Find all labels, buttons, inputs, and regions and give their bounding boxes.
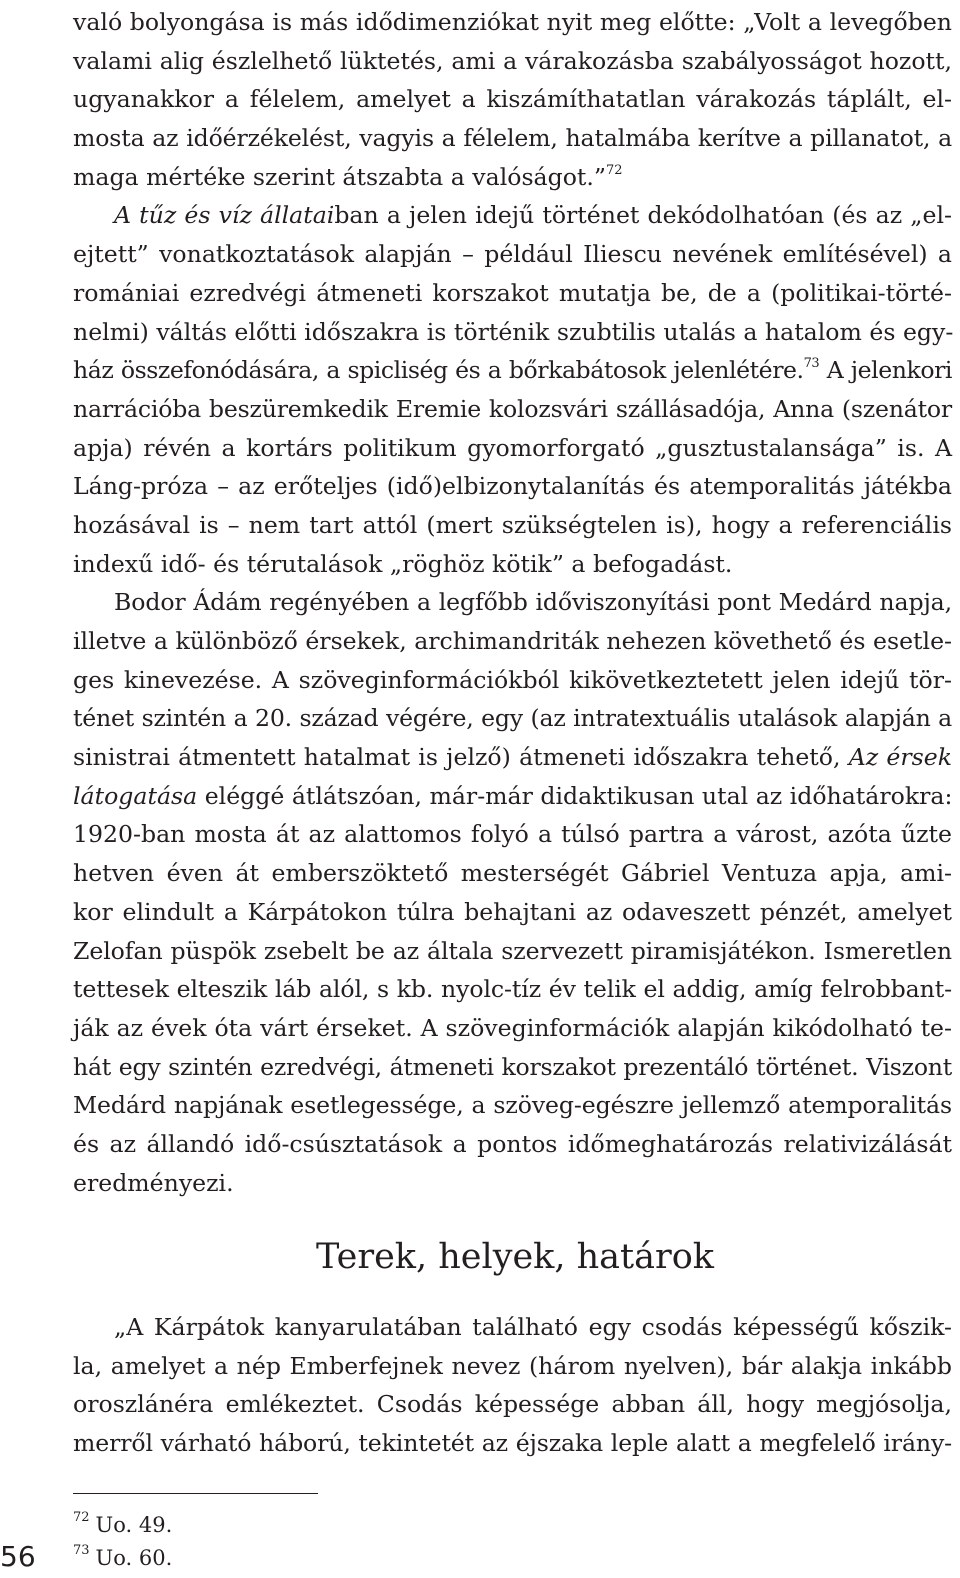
italic-title: A tűz és víz állatai <box>114 201 335 230</box>
section-heading: Terek, helyek, határok <box>316 1237 714 1277</box>
text-line <box>73 1308 952 1347</box>
footnote-reference: 73 <box>803 356 820 372</box>
text-line <box>73 351 952 390</box>
text-line <box>73 932 952 971</box>
text-line <box>73 738 952 777</box>
text-line <box>73 196 952 235</box>
text-run: 1920-ban mosta át az alattomos folyó a túlsó partra a várost, azóta űzte <box>73 820 952 849</box>
text-line <box>73 3 952 42</box>
text-line <box>73 1009 952 1048</box>
footnote-73 <box>73 1544 172 1572</box>
text-run: ban a jelen idejű történet dekódolhatóan (és az „el- <box>334 201 952 230</box>
page-number: 56 <box>0 1540 36 1573</box>
text-line <box>73 1164 952 1203</box>
text-line <box>73 1385 952 1424</box>
text-run: hozásával is – nem tart attól (mert szükségtelen is), hogy a referenciális <box>73 510 952 539</box>
text-run: mosta az időérzékelést, vagyis a félelem, hatalmába kerítve a pillanatot, a <box>73 124 952 153</box>
text-line <box>73 661 952 700</box>
text-run: eredményezi. <box>73 1168 234 1197</box>
text-run: ténet szintén a 20. század végére, egy (az intratextuális utalások alapján a <box>73 704 952 733</box>
text-line <box>73 893 952 932</box>
text-run: Láng-próza – az erőteljes (idő)elbizonytalanítás és atemporalitás játékba <box>73 472 952 501</box>
text-run: eléggé átlátszóan, már-már didaktikusan utal az időhatárokra: <box>197 781 953 810</box>
text-run: apja) révén a kortárs politikum gyomorforgató „gusztustalansága” is. A <box>73 433 952 462</box>
text-line <box>73 390 952 429</box>
text-run: kor elindult a Kárpátokon túlra behajtani az odaveszett pénzét, amelyet <box>73 897 952 926</box>
text-line <box>73 1048 952 1087</box>
text-run: maga mértéke szerint átszabta a valóságot.” <box>73 162 606 191</box>
italic-title: látogatása <box>73 781 198 810</box>
text-run: ejtett” vonatkoztatások alapján – például Iliescu nevének említésével) a <box>73 240 952 269</box>
text-run: valami alig észlelhető lüktetés, ami a várakozásba szabályosságot hozott, <box>73 46 952 75</box>
footnote-text: Uo. 60. <box>95 1546 173 1570</box>
text-line <box>73 158 952 197</box>
text-run: ges kinevezése. A szöveginformációkból kikövetkeztetett jelen idejű tör- <box>73 665 952 694</box>
text-line <box>73 699 952 738</box>
text-line <box>73 815 952 854</box>
text-run: és az állandó idő-csúsztatások a pontos időmeghatározás relativizálását <box>73 1129 952 1158</box>
text-line <box>73 80 952 119</box>
text-line <box>73 545 952 584</box>
text-run: tettesek elteszik láb alól, s kb. nyolc-tíz év telik el addig, amíg felrobbant- <box>73 975 952 1004</box>
text-run: romániai ezredvégi átmeneti korszakot mutatja be, de a (politikai-törté- <box>73 278 952 307</box>
text-line <box>73 506 952 545</box>
footnote-text: Uo. 49. <box>95 1513 173 1537</box>
text-run: illetve a különböző érsekek, archimandriták nehezen követhető és esetle- <box>73 627 952 655</box>
text-run: sinistrai átmentett hatalmat is jelző) átmeneti időszakra tehető, <box>73 743 849 772</box>
block-quote <box>73 1308 952 1463</box>
text-line <box>73 1424 952 1463</box>
text-run: ház összefonódására, a spicliség és a bőrkabátosok jelenlétére. <box>73 356 804 385</box>
text-run: „A Kárpátok kanyarulatában található egy csodás képességű kőszik- <box>114 1313 952 1341</box>
text-run: nelmi) váltás előtti időszakra is történik szubtilis utalás a hatalom és egy- <box>73 317 954 346</box>
text-line <box>73 583 952 622</box>
text-run: A jelenkori <box>819 356 952 385</box>
text-line <box>73 777 952 816</box>
text-run: Bodor Ádám regényében a legfőbb időviszonyítási pont Medárd napja, <box>114 588 952 617</box>
footnote-rule <box>73 1493 318 1494</box>
text-run: hát egy szintén ezredvégi, átmeneti korszakot prezentáló történet. Viszont <box>73 1052 952 1081</box>
text-line <box>73 1125 952 1164</box>
text-run: oroszlánéra emlékeztet. Csodás képessége abban áll, hogy megjósolja, <box>73 1390 952 1419</box>
text-line <box>73 119 952 158</box>
text-run: merről várható háború, tekintetét az éjszaka leple alatt a megfelelő irány- <box>73 1429 952 1458</box>
text-run: Zelofan püspök zsebelt be az általa szervezett piramisjátékon. Ismeretlen <box>73 936 952 965</box>
body-text <box>73 3 952 1202</box>
text-line <box>73 467 952 506</box>
text-line <box>73 622 952 661</box>
text-line <box>73 970 952 1009</box>
footnote-number: 72 <box>73 1510 90 1525</box>
text-run: indexű idő- és térutalások „röghöz kötik” a befogadást. <box>73 549 733 578</box>
footnote-72 <box>73 1511 172 1539</box>
text-run: la, amelyet a nép Emberfejnek nevez (három nyelven), bár alakja inkább <box>73 1351 952 1380</box>
text-line <box>73 274 952 313</box>
text-run: Medárd napjának esetlegessége, a szöveg-egészre jellemző atemporalitás <box>73 1091 952 1120</box>
footnote-reference: 72 <box>605 162 623 178</box>
text-run: ják az évek óta várt érseket. A szöveginformációk alapján kikódolható te- <box>73 1013 952 1042</box>
text-run: narrációba beszüremkedik Eremie kolozsvári szállásadója, Anna (szenátor <box>73 394 952 423</box>
text-run: hetven éven át emberszöktető mesterségét Gábriel Ventuza apja, ami- <box>73 859 952 888</box>
text-run: ugyanakkor a félelem, amelyet a kiszámíthatatlan várakozás táplált, el- <box>73 85 952 114</box>
text-line <box>73 42 952 81</box>
text-line <box>73 235 952 274</box>
text-run: való bolyongása is más idődimenziókat nyit meg előtte: „Volt a levegőben <box>73 8 952 36</box>
text-line <box>73 313 952 352</box>
footnote-number: 73 <box>73 1543 90 1558</box>
text-line <box>73 429 952 468</box>
text-line <box>73 1086 952 1125</box>
italic-title: Az érsek <box>848 743 952 772</box>
text-line <box>73 1347 952 1386</box>
text-line <box>73 854 952 893</box>
